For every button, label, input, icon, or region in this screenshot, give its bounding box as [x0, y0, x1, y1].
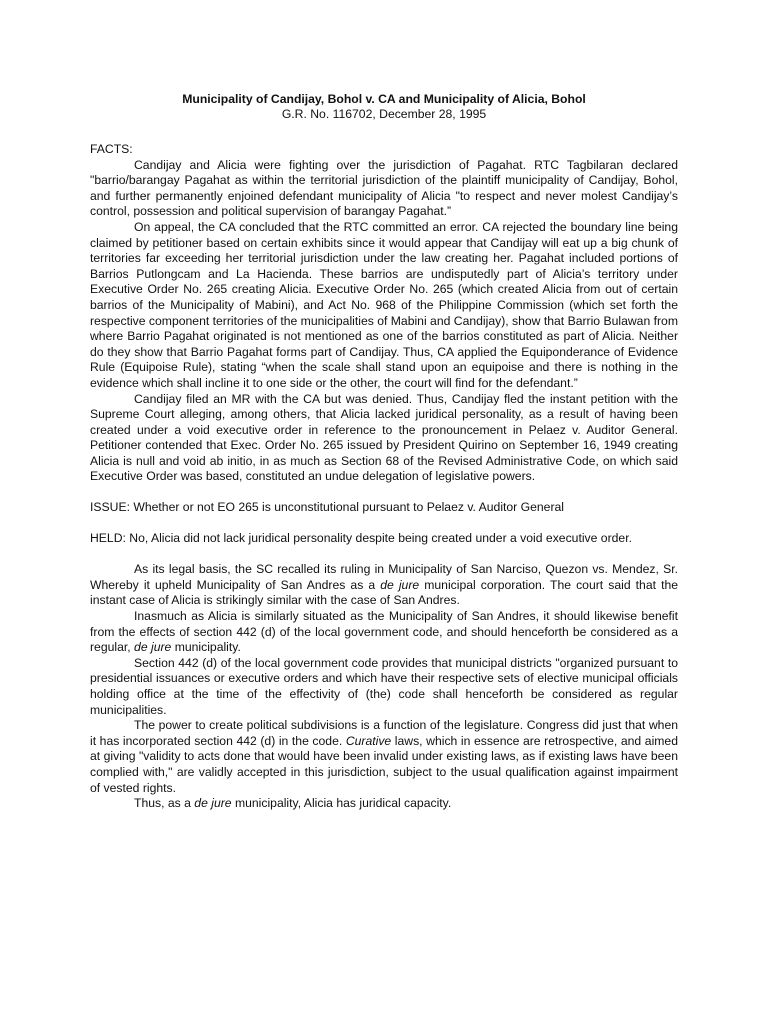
ruling-p2-text-b: municipality. — [171, 640, 241, 655]
ruling-p2-italic: de jure — [134, 640, 172, 655]
ruling-p1-text-a: As its legal basis, the SC recalled its ruling in Municipality of San Narciso, Quezon vs. Mendez, Sr. Whereby it upheld Municipality of San Andres as a — [90, 562, 678, 592]
ruling-p5-text-a: Thus, as a — [134, 796, 195, 811]
ruling-p1-italic: de jure — [380, 577, 420, 592]
ruling-p4-italic: Curative — [345, 733, 392, 748]
ruling-paragraph-2 — [90, 609, 678, 656]
ruling-p2-text-a: Inasmuch as Alicia is similarly situated as the Municipality of San Andres, it should likewise benefit from the effects of section 442 (d) of the local government code, and should henceforth be considered as a regular, — [90, 609, 678, 655]
case-digest — [90, 92, 678, 812]
case-title: Municipality of Candijay, Bohol v. CA and Municipality of Alicia, Bohol — [182, 92, 586, 106]
ruling-paragraph-1 — [90, 562, 678, 609]
ruling-paragraph-4 — [90, 718, 678, 796]
ruling-p1-text-b: municipal corporation. The court said that the instant case of Alicia is strikingly similar with the case of San Andres. — [90, 577, 679, 608]
ruling-paragraph-5 — [90, 796, 678, 812]
facts-paragraph-3: Candijay filed an MR with the CA but was denied. Thus, Candijay fled the instant petition with the Supreme Court alleging, among others, that Alicia lacked juridical personality, as a result of having been created under a void executive order in reference to the pronouncement in Pelaez v. Auditor General. Petitioner contended that Exec. Order No. 265 issued by President Quirino on September 16, 1949 creating Alicia is null and void ab initio, in as much as Section 68 of the Revised Administrative Code, on which said Executive Order was based, constituted an undue delegation of legislative powers. — [90, 391, 678, 484]
issue-statement: ISSUE: Whether or not EO 265 is unconstitutional pursuant to Pelaez v. Auditor General — [90, 500, 564, 515]
ruling-p4-text-a: The power to create political subdivisions is a function of the legislature. Congress did just that when it has incorporated section 442 (d) in the code. — [90, 718, 678, 748]
ruling-p5-text-b: municipality, Alicia has juridical capacity. — [231, 796, 452, 811]
ruling-paragraph-3: Section 442 (d) of the local government code provides that municipal districts "organized pursuant to presidential issuances or executive orders and which have their respective sets of elective municipal officials holding office at the time of the effectivity of (the) code shall henceforth be considered as regular municipalities. — [90, 655, 678, 717]
facts-heading: FACTS: — [90, 142, 133, 156]
case-citation: G.R. No. 116702, December 28, 1995 — [281, 107, 487, 121]
ruling-p5-italic: de jure — [194, 796, 232, 811]
facts-paragraph-2: On appeal, the CA concluded that the RTC committed an error. CA rejected the boundary line being claimed by petitioner based on certain exhibits since it would appear that Candijay will eat up a big chunk of territories far exceeding her territorial jurisdiction under the law creating her. Pagahat included portions of Barrios Putlongcam and La Hacienda. These barrios are undisputedly part of Alicia’s territory under Executive Order No. 265 creating Alicia. Executive Order No. 265 (which created Alicia from out of certain barrios of the Municipality of Mabini), and Act No. 968 of the Philippine Commission (which set forth the respective component territories of the municipalities of Mabini and Candijay), show that Barrio Bulawan from where Barrio Pagahat originated is not mentioned as one of the barrios constituted as part of Alicia. Neither do they show that Barrio Pagahat forms part of Candijay. Thus, CA applied the Equiponderance of Evidence Rule (Equipoise Rule), stating “when the scale shall stand upon an equipoise and there is nothing in the evidence which shall incline it to one side or the other, the court will find for the defendant.” — [90, 219, 678, 390]
held-statement: HELD: No, Alicia did not lack juridical personality despite being created under a void executive order. — [90, 530, 632, 545]
facts-paragraph-1: Candijay and Alicia were fighting over the jurisdiction of Pagahat. RTC Tagbilaran declared "barrio/barangay Pagahat as within the territorial jurisdiction of the plaintiff municipality of Candijay, Bohol, and further permanently enjoined defendant municipality of Alicia "to respect and never molest Candijay’s control, possession and political supervision of barangay Pagahat.” — [90, 157, 678, 219]
ruling-p4-text-b: laws, which in essence are retrospective, and aimed at giving "validity to acts done that would have been invalid under existing laws, as if existing laws have been complied with," are validly accepted in this jurisdiction, subject to the usual qualification against impairment of vested rights. — [90, 733, 678, 795]
